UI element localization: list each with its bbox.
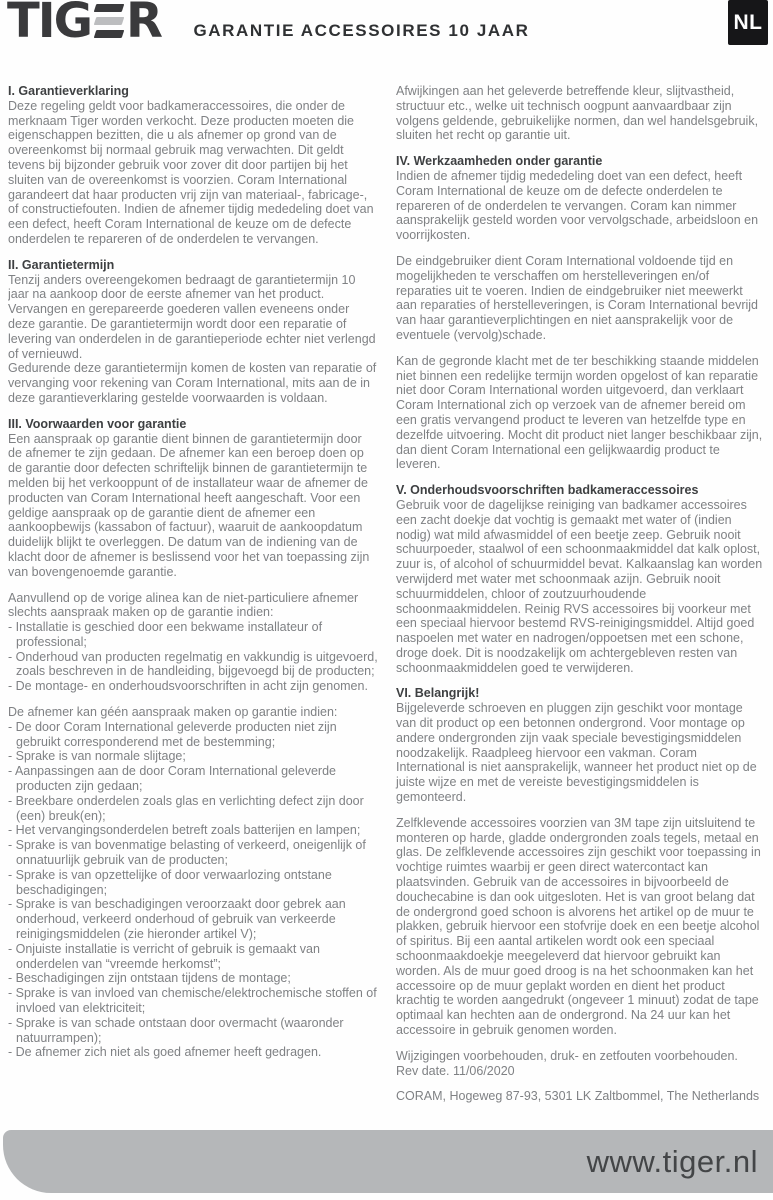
paragraph: De eindgebruiker dient Coram International voldoende tijd en mogelijkheden te verschaffen om herstelleveringen en/of reparaties uit te voeren. Indien de eindgebruiker niet meewerkt aan reparaties of herstelleveringen, is Coram International bevrijd van haar garantieverplichtingen en niet aansprakelijk voor de eventuele (vervolg)schade. xyxy=(396,253,758,342)
paragraph: Een aanspraak op garantie dient binnen de garantietermijn door de afnemer te zijn gedaan. De afnemer kan een beroep doen op de garantie door defecten schriftelijk binnen de garantietermijn te melden bij het verkooppunt of de installateur waar de afnemer de producten van Coram International heeft aangeschaft. Voor een geldige aanspraak op de garantie dient de afnemer een aankoopbewijs (kassabon of factuur), waaruit de aankoopdatum duidelijk blijkt te overleggen. De datum van de indiening van de klacht door de afnemer is beslissend voor het van toepassing zijn van bovengenoemde garantie. xyxy=(8,431,370,579)
footer-bar xyxy=(3,1130,773,1193)
paragraph: Rev date. 11/06/2020 xyxy=(396,1063,515,1078)
bullet-item: - Beschadigingen zijn ontstaan tijdens de montage; xyxy=(8,971,291,986)
logo-e-bars-icon xyxy=(95,4,123,38)
logo-bar-bottom xyxy=(94,30,125,38)
right-column xyxy=(396,84,766,1126)
paragraph: Gedurende deze garantietermijn komen de kosten van reparatie of vervanging voor rekening van Coram International, mits aan de in deze garantieverklaring gestelde voorwaarden is voldaan. xyxy=(8,361,377,405)
logo-text-r: R xyxy=(126,0,161,49)
section-heading: IV. Werkzaamheden onder garantie xyxy=(396,154,603,169)
bullet-list xyxy=(8,720,378,1060)
paragraph: Vervangen en gerepareerde goederen vallen eveneens onder deze garantie. De garantietermijn wordt door een reparatie of levering van onderdelen in de garantieperiode echter niet verlengd of vernieuwd. xyxy=(8,302,376,361)
bullet-item: - Sprake is van normale slijtage; xyxy=(8,749,186,764)
paragraph: Deze regeling geldt voor badkameraccessoires, die onder de merknaam Tiger worden verkocht. Deze producten moeten die eigenschappen bezitten, die u als afnemer op grond van de overeenkomst bij normaal gebruik mag verwachten. Dit geldt tevens bij bijzonder gebruik voor zover dit door partijen bij het sluiten van de overeenkomst is voorzien. Coram International garandeert dat haar producten vrij zijn van materiaal-, fabricage-, of constructiefouten. Indien de afnemer tijdig mededeling doet van een defect, heeft Coram International de keuze om de defecte onderdelen te repareren of de onderdelen te vervangen. xyxy=(8,98,374,246)
website-text: www.tiger.nl xyxy=(586,1143,758,1179)
bullet-item: - Onderhoud van producten regelmatig en vakkundig is uitgevoerd, zoals beschreven in de handleiding, bijgevoegd bij de producten; xyxy=(8,649,378,679)
bullet-item: - Sprake is van opzettelijke of door verwaarlozing ontstane beschadigingen; xyxy=(8,867,332,897)
section-heading: II. Garantietermijn xyxy=(8,257,115,272)
page-title: GARANTIE ACCESSOIRES 10 JAAR xyxy=(193,21,530,40)
paragraph: CORAM, Hogeweg 87-93, 5301 LK Zaltbommel, The Netherlands xyxy=(396,1089,760,1104)
paragraph: Zelfklevende accessoires voorzien van 3M tape zijn uitsluitend te monteren op harde, gladde ondergronden zoals tegels, metaal en glas. De zelfklevende accessoires zijn geschikt voor toepassing in vochtige ruimtes waarbij er geen direct watercontact kan plaatsvinden. Gebruik van de accessoires in bijvoorbeeld de douchecabine is dan ook uitgesloten. Het is van groot belang dat de ondergrond goed schoon is alvorens het artikel op de muur te plakken, gebruik hiervoor een stofvrije doek en een beetje alcohol of spiritus. Bij een aantal artikelen wordt ook een speciaal schoonmaakdoekje meegeleverd dat hiervoor gebruikt kan worden. Als de muur goed droog is na het schoonmaken kan het accessoire op de muur geplakt worden en dient het product krachtig te worden aangedrukt (ongeveer 1 minuut) zodat de tape optimaal kan hechten aan de ondergrond. Na 24 uur kan het accessoire in gebruik genomen worden. xyxy=(396,815,761,1038)
paragraph: Kan de gegronde klacht met de ter beschikking staande middelen niet binnen een redelijke termijn worden opgelost of kan reparatie niet door Coram International worden uitgevoerd, dan verklaart Coram International zich op verzoek van de afnemer bereid om een gratis vervangend product te leveren van hetzelfde type en dezelfde uitvoering. Mocht dit product niet langer beschikbaar zijn, dan dient Coram International een gelijkwaardig product te leveren. xyxy=(396,353,763,472)
logo-text-tig: TIG xyxy=(7,0,91,49)
paragraph: Wijzigingen voorbehouden, druk- en zetfouten voorbehouden. xyxy=(396,1048,738,1063)
bullet-item: - Onjuiste installatie is verricht of gebruik is gemaakt van onderdelen van “vreemde herkomst”; xyxy=(8,941,320,971)
bullet-item: - Aanpassingen aan de door Coram International geleverde producten zijn gedaan; xyxy=(8,764,336,794)
paragraph: Indien de afnemer tijdig mededeling doet van een defect, heeft Coram International de keuze om de defecte onderdelen te repareren of de onderdelen te vervangen. Coram kan nimmer aansprakelijk gesteld worden voor vervolgschade, arbeidsloon en voorrijkosten. xyxy=(396,168,759,243)
language-badge: NL xyxy=(728,0,768,45)
section-heading: V. Onderhoudsvoorschriften badkameraccessoires xyxy=(396,483,699,498)
logo-bar-middle xyxy=(94,17,125,25)
section-heading: I. Garantieverklaring xyxy=(8,84,129,98)
section-heading: III. Voorwaarden voor garantie xyxy=(8,416,187,431)
tiger-logo xyxy=(7,0,161,49)
paragraph: Tenzij anders overeengekomen bedraagt de garantietermijn 10 jaar na aankoop door de eerste afnemer van het product. xyxy=(8,272,356,302)
bullet-item: - Het vervangingsonderdelen betreft zoals batterijen en lampen; xyxy=(8,823,361,838)
bullet-item: - Breekbare onderdelen zoals glas en verlichting defect zijn door (een) breuk(en); xyxy=(8,793,364,823)
bullet-item: - De door Coram International geleverde producten niet zijn gebruikt corresponderend met de bestemming; xyxy=(8,719,337,749)
section-heading: VI. Belangrijk! xyxy=(396,686,480,701)
document-body xyxy=(8,84,766,1126)
paragraph: Bijgeleverde schroeven en pluggen zijn geschikt voor montage van dit product op een betonnen ondergrond. Voor montage op andere ondergronden zijn vaak speciale bevestigingsmiddelen noodzakelijk. Raadpleeg hiervoor een vakman. Coram International is niet aansprakelijk, wanneer het product niet op de juiste wijze en met de vereiste bevestigingsmiddelen is gemonteerd. xyxy=(396,701,757,805)
paragraph: Gebruik voor de dagelijkse reiniging van badkamer accessoires een zacht doekje dat vochtig is gemaakt met water of (indien nodig) wat mild afwasmiddel of een beetje zeep. Gebruik nooit schuurpoeder, staalwol of een schoonmaakmiddel dat kalk oplost, zuur is, of alcohol of schuurmiddel bevat. Kalkaanslag kan worden verwijderd met water met schoonmaak azijn. Gebruik nooit schuurmiddelen, chloor of zoutzuurhoudende schoonmaakmiddelen. Reinig RVS accessoires bij voorkeur met een speciaal hiervoor bestemd RVS-reinigingsmiddel. Altijd goed naspoelen met water en nadrogen/oppoetsen met een schone, droge doek. Dit is noodzakelijk om achtergebleven resten van schoonmaakmiddelen goed te verwijderen. xyxy=(396,497,763,675)
logo-bar-top xyxy=(94,4,125,12)
left-column xyxy=(8,84,378,1126)
bullet-item: - Sprake is van beschadigingen veroorzaakt door gebrek aan onderhoud, verkeerd onderhoud of gebruik van verkeerde reinigingsmiddelen (zie hieronder artikel V); xyxy=(8,897,346,942)
bullet-item: - Installatie is geschied door een bekwame installateur of professional; xyxy=(8,620,323,649)
bullet-list xyxy=(8,620,378,694)
paragraph: Afwijkingen aan het geleverde betreffende kleur, slijtvastheid, structuur etc., welke uit technisch oogpunt aanvaardbaar zijn volgens geldende, gebruikelijke normen, dan wel handelsgebruik, sluiten het recht op garantie uit. xyxy=(396,84,759,143)
paragraph: Aanvullend op de vorige alinea kan de niet-particuliere afnemer slechts aanspraak maken op de garantie indien: xyxy=(8,590,359,620)
bullet-item: - De afnemer zich niet als goed afnemer heeft gedragen. xyxy=(8,1045,322,1060)
bullet-item: - Sprake is van schade ontstaan door overmacht (waaronder natuurrampen); xyxy=(8,1015,344,1045)
bullet-item: - Sprake is van invloed van chemische/elektrochemische stoffen of invloed van elektriciteit; xyxy=(8,986,377,1016)
header xyxy=(0,0,773,60)
paragraph: De afnemer kan géén aanspraak maken op garantie indien: xyxy=(8,705,338,720)
bullet-item: - De montage- en onderhoudsvoorschriften in acht zijn genomen. xyxy=(8,679,368,694)
bullet-item: - Sprake is van bovenmatige belasting of verkeerd, oneigenlijk of onnatuurlijk gebruik van de producten; xyxy=(8,838,366,868)
